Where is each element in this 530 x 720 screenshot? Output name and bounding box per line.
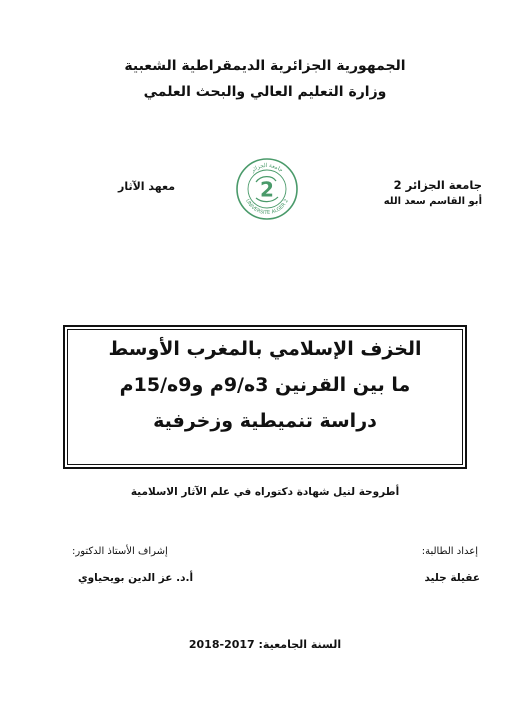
university-subtitle: أبو القاسم سعد الله xyxy=(383,196,482,207)
title-frame xyxy=(63,325,467,469)
supervisor-label: إشراف الأستاذ الدكتور: xyxy=(72,546,168,557)
republic-heading: الجمهورية الجزائرية الديمقراطية الشعبية xyxy=(124,58,406,74)
logo-arabic-text: جامعة الجزائر xyxy=(250,162,284,174)
institute-name: معهد الآثار xyxy=(118,180,176,193)
thesis-description: أطروحة لنيل شهادة دكتوراه في علم الآثار الاسلامية xyxy=(130,486,400,498)
prepared-by-label: إعداد الطالبة: xyxy=(421,546,478,557)
logo-french-text: UNIVERSITE ALGER 2 xyxy=(244,198,290,217)
university-seal-icon xyxy=(236,158,298,220)
thesis-title-line-3: دراسة تنميطية وزخرفية xyxy=(153,410,377,432)
supervisor-name: أ.د. عز الدين بويحياوي xyxy=(78,572,194,584)
logo-numeral: 2 xyxy=(260,177,274,202)
thesis-title-line-2: ما بين القرنين 3ه/9م و9ه/15م xyxy=(119,374,411,396)
title-frame-inner xyxy=(67,329,463,465)
thesis-title-line-1: الخزف الإسلامي بالمغرب الأوسط xyxy=(108,338,422,360)
academic-year: السنة الجامعية: 2017-2018 xyxy=(188,638,342,651)
university-name: جامعة الجزائر 2 xyxy=(393,178,482,192)
student-name: عقيلة جليد xyxy=(424,572,480,584)
ministry-heading: وزارة التعليم العالي والبحث العلمي xyxy=(143,84,387,100)
